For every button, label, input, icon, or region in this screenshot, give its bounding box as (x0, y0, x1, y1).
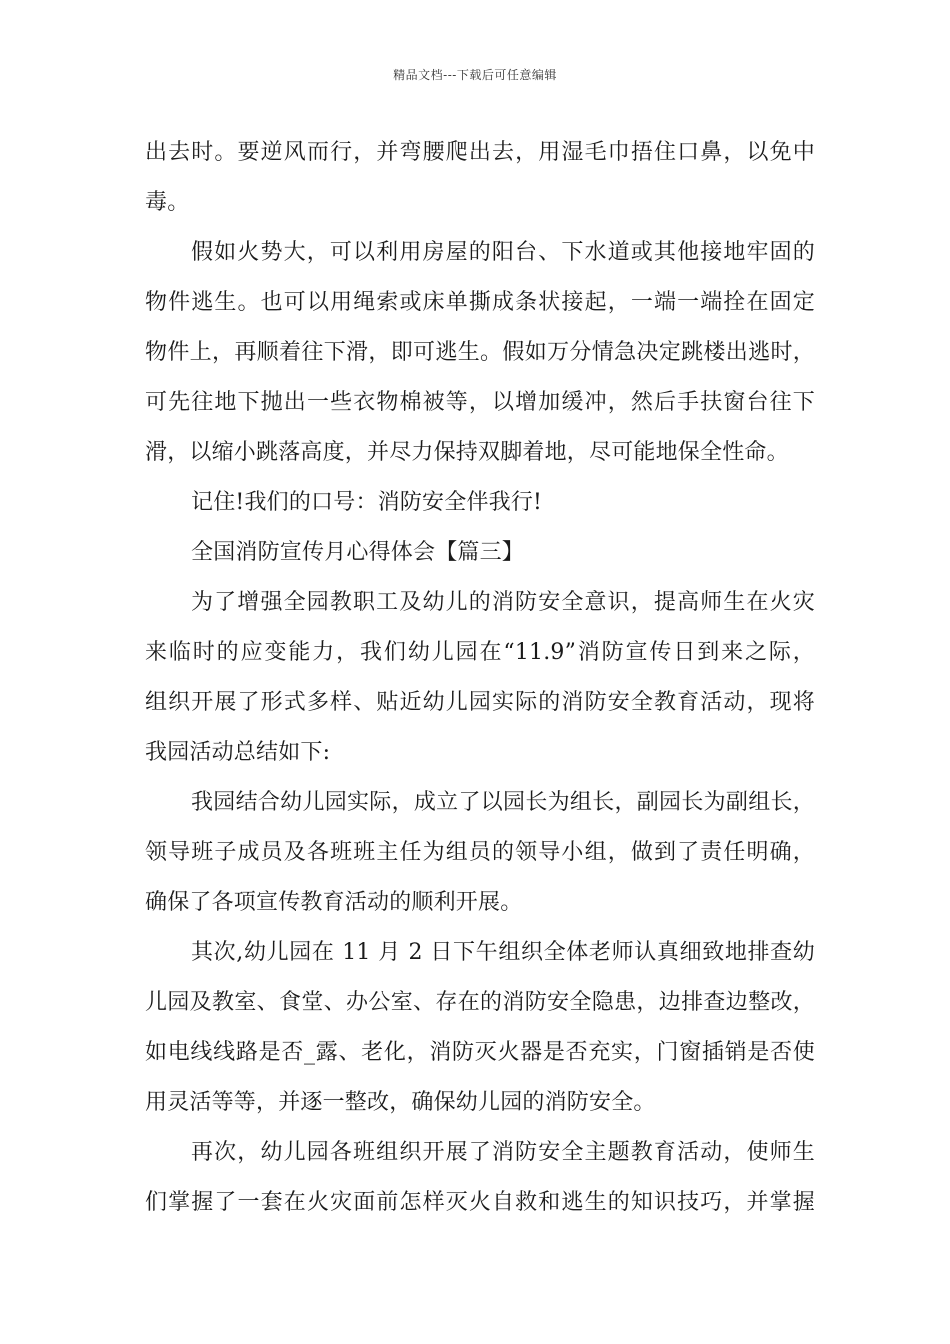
text-line: 来临时的应变能力，我们幼儿园在“11.9”消防宣传日到来之际， (145, 640, 815, 665)
text-line: 滑，以缩小跳落高度，并尽力保持双脚着地，尽可能地保全性命。 (145, 440, 789, 465)
text-line: 用灵活等等，并逐一整改，确保幼儿园的消防安全。 (145, 1090, 656, 1115)
paragraph-start-line: 我园结合幼儿园实际，成立了以园长为组长，副园长为副组长， (191, 790, 815, 815)
text-line: 可先往地下抛出一些衣物棉被等，以增加缓冲，然后手扶窗台往下 (145, 390, 815, 415)
paragraph-start-line: 为了增强全园教职工及幼儿的消防安全意识，提高师生在火灾 (191, 590, 815, 615)
text-line: 物件逃生。也可以用绳索或床单撕成条状接起，一端一端拴在固定 (145, 290, 815, 315)
paragraph-start-line: 假如火势大，可以利用房屋的阳台、下水道或其他接地牢固的 (191, 240, 815, 265)
text-line: 组织开展了形式多样、贴近幼儿园实际的消防安全教育活动，现将 (145, 690, 815, 715)
text-line: 儿园及教室、食堂、办公室、存在的消防安全隐患，边排查边整改， (145, 990, 815, 1015)
text-line: 出去时。要逆风而行，并弯腰爬出去，用湿毛巾捂住口鼻，以免中 (145, 140, 815, 165)
text-line: 确保了各项宣传教育活动的顺利开展。 (145, 890, 523, 915)
paragraph-start-line: 再次，幼儿园各班组织开展了消防安全主题教育活动，使师生 (191, 1140, 815, 1165)
page-header: 精品文档---下载后可任意编辑 (393, 68, 557, 82)
text-line: 如电线线路是否_露、老化，消防灭火器是否充实，门窗插销是否使 (145, 1040, 815, 1065)
section-heading: 全国消防宣传月心得体会【篇三】 (191, 540, 525, 565)
document-body (145, 128, 815, 1228)
text-line: 领导班子成员及各班班主任为组员的领导小组，做到了责任明确， (145, 840, 815, 865)
text-line: 毒。 (145, 190, 190, 215)
text-line: 们掌握了一套在火灾面前怎样灭火自救和逃生的知识技巧，并掌握 (145, 1190, 815, 1215)
text-line: 我园活动总结如下: (145, 740, 331, 765)
slogan-line: 记住!我们的口号：消防安全伴我行! (191, 490, 543, 515)
text-line: 物件上，再顺着往下滑，即可逃生。假如万分情急决定跳楼出逃时， (145, 340, 815, 365)
paragraph-start-line: 其次,幼儿园在 11 月 2 日下午组织全体老师认真细致地排查幼 (191, 940, 815, 965)
